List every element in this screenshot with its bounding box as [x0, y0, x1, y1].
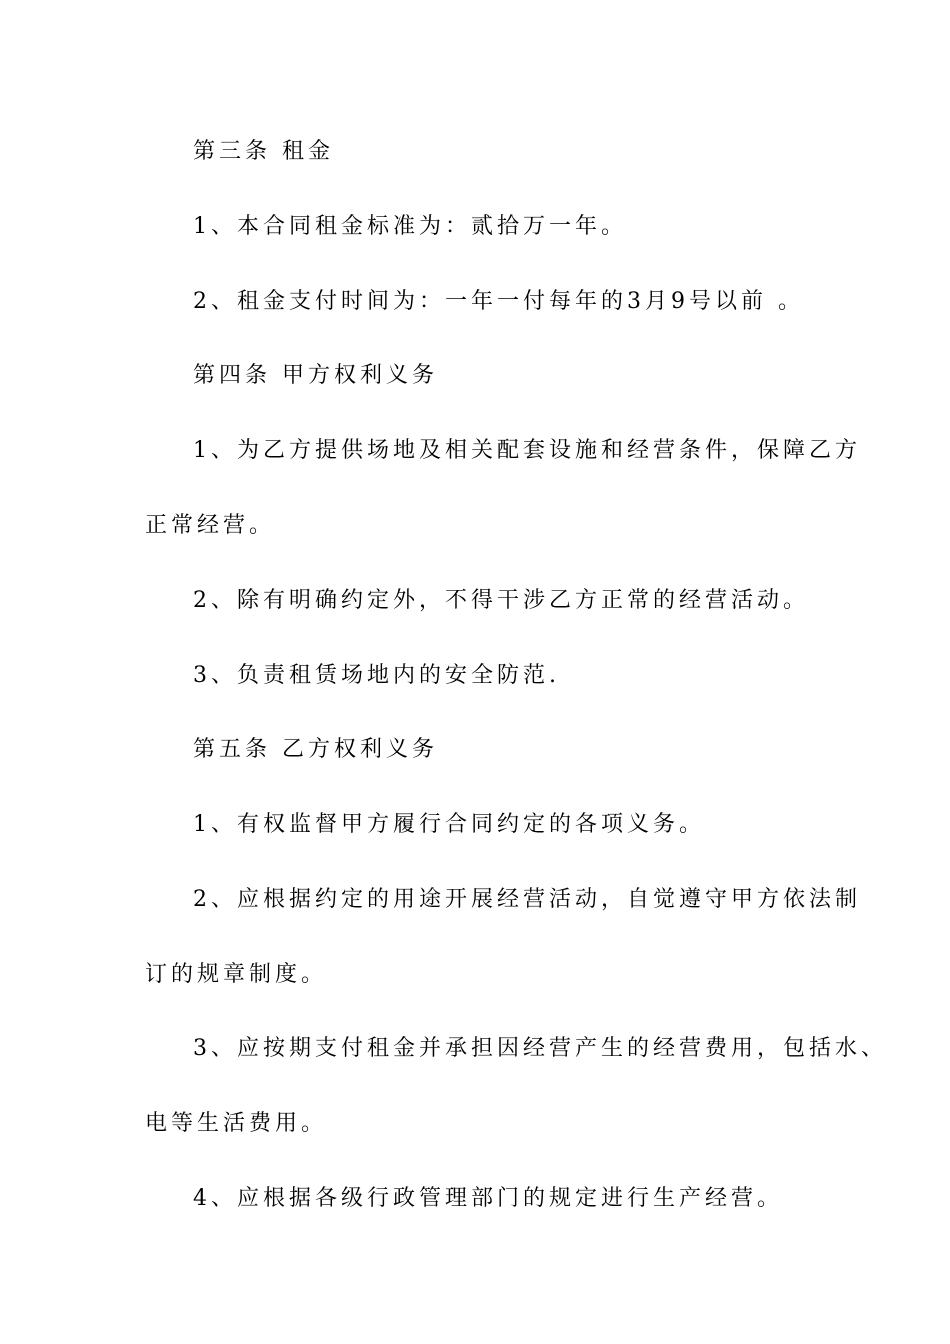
article-4-clause-3: 3、负责租赁场地内的安全防范.: [193, 663, 560, 688]
article-4-heading: 第四条 甲方权利义务: [193, 363, 438, 388]
article-4-clause-1: 1、为乙方提供场地及相关配套设施和经营条件，保障乙方: [193, 438, 861, 463]
article-4-clause-1-continued: 正常经营。: [145, 513, 276, 538]
article-3-heading: 第三条 租金: [193, 139, 334, 164]
article-5-clause-2-continued: 订的规章制度。: [145, 962, 328, 987]
article-5-heading: 第五条 乙方权利义务: [193, 737, 438, 762]
article-5-clause-3-continued: 电等生活费用。: [145, 1111, 328, 1136]
article-4-clause-2: 2、除有明确约定外，不得干涉乙方正常的经营活动。: [193, 588, 809, 613]
article-5-clause-1: 1、有权监督甲方履行合同约定的各项义务。: [193, 812, 705, 837]
article-5-clause-4: 4、应根据各级行政管理部门的规定进行生产经营。: [193, 1186, 783, 1211]
article-5-clause-2: 2、应根据约定的用途开展经营活动，自觉遵守甲方依法制: [193, 887, 861, 912]
article-5-clause-3: 3、应按期支付租金并承担因经营产生的经营费用，包括水、: [193, 1036, 887, 1061]
article-3-clause-2: 2、租金支付时间为：一年一付每年的3月9号以前 。: [193, 289, 804, 314]
article-3-clause-1: 1、本合同租金标准为：贰拾万一年。: [193, 214, 627, 239]
